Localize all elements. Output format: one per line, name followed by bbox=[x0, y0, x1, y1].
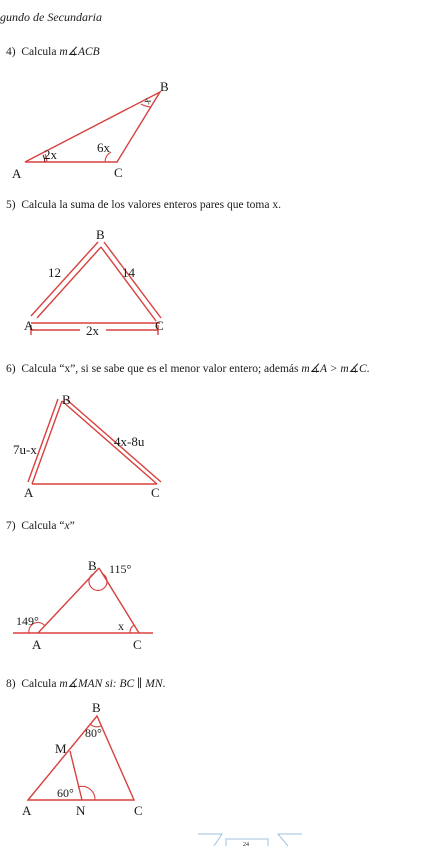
problem-text: Calcula “x”, si se sabe que es el menor valor entero; además bbox=[21, 363, 302, 375]
angle-b-label: 80° bbox=[85, 726, 102, 740]
side-bc-label: 14 bbox=[122, 265, 135, 280]
problem-tail: . bbox=[366, 363, 370, 375]
footer-ornament-left bbox=[198, 834, 222, 846]
side-ab bbox=[31, 242, 98, 316]
label-m: M bbox=[55, 741, 67, 756]
label-b: B bbox=[88, 558, 97, 573]
label-a: A bbox=[12, 166, 22, 181]
problem-text: Calcula “ bbox=[21, 520, 65, 532]
label-c: C bbox=[151, 485, 160, 500]
problem-number: 8) bbox=[6, 678, 16, 690]
page-footer bbox=[198, 834, 302, 846]
label-c: C bbox=[133, 637, 142, 652]
problem-tail: ” bbox=[69, 520, 75, 532]
problem-number: 7) bbox=[6, 520, 16, 532]
problem-math: m∡ACB bbox=[59, 46, 100, 58]
angle-c-arc bbox=[130, 625, 134, 633]
angle-b-label: 115° bbox=[109, 562, 132, 576]
problem-number: 6) bbox=[6, 363, 16, 375]
angle-a-label: 2x bbox=[44, 147, 57, 162]
problem-number: 4) bbox=[6, 46, 16, 58]
side-bc-label: 4x-8u bbox=[114, 434, 145, 449]
label-c: C bbox=[114, 165, 123, 180]
label-a: A bbox=[32, 637, 42, 652]
side-bc-double bbox=[101, 247, 156, 321]
figure-5-triangle bbox=[24, 227, 164, 338]
problem-math: m∡A > m∡C bbox=[301, 363, 367, 375]
angle-c-label: x bbox=[118, 619, 124, 633]
label-b: B bbox=[96, 227, 105, 242]
problem-math: x bbox=[64, 520, 70, 532]
problem-tail: . bbox=[162, 678, 166, 690]
triangle-abc bbox=[28, 716, 134, 800]
angle-c-label: 6x bbox=[97, 140, 110, 155]
side-ab-label: 7u-x bbox=[13, 442, 37, 457]
label-n: N bbox=[76, 803, 86, 818]
figure-8-triangle bbox=[22, 700, 143, 818]
page-number: 24 bbox=[243, 842, 249, 846]
label-b: B bbox=[160, 79, 169, 94]
page-header: gundo de Secundaria bbox=[0, 10, 102, 24]
label-c: C bbox=[134, 803, 143, 818]
angle-n-label: 60° bbox=[57, 786, 74, 800]
side-ab-double bbox=[28, 399, 58, 482]
side-ac-label: 2x bbox=[86, 323, 99, 338]
angle-b-label: x bbox=[140, 95, 154, 107]
side-bc bbox=[104, 242, 161, 318]
figure-6-triangle bbox=[13, 392, 161, 500]
side-ab-label: 12 bbox=[48, 265, 61, 280]
label-c: C bbox=[155, 318, 164, 333]
figure-7-triangle bbox=[13, 558, 153, 652]
exterior-angle-a-label: 149° bbox=[16, 614, 39, 628]
problem-text: Calcula bbox=[21, 678, 60, 690]
label-b: B bbox=[62, 392, 71, 407]
footer-ornament-right bbox=[278, 834, 302, 846]
label-a: A bbox=[24, 318, 34, 333]
label-b: B bbox=[92, 700, 101, 715]
figure-4-triangle bbox=[12, 79, 169, 181]
problem-number: 5) bbox=[6, 199, 16, 211]
side-ab-double bbox=[37, 247, 101, 318]
label-a: A bbox=[24, 485, 34, 500]
label-a: A bbox=[22, 803, 32, 818]
problem-text: Calcula bbox=[21, 46, 60, 58]
problem-math: m∡MAN si: BC ∥ MN bbox=[59, 678, 163, 690]
problem-text: Calcula la suma de los valores enteros pares que toma x. bbox=[21, 199, 281, 211]
